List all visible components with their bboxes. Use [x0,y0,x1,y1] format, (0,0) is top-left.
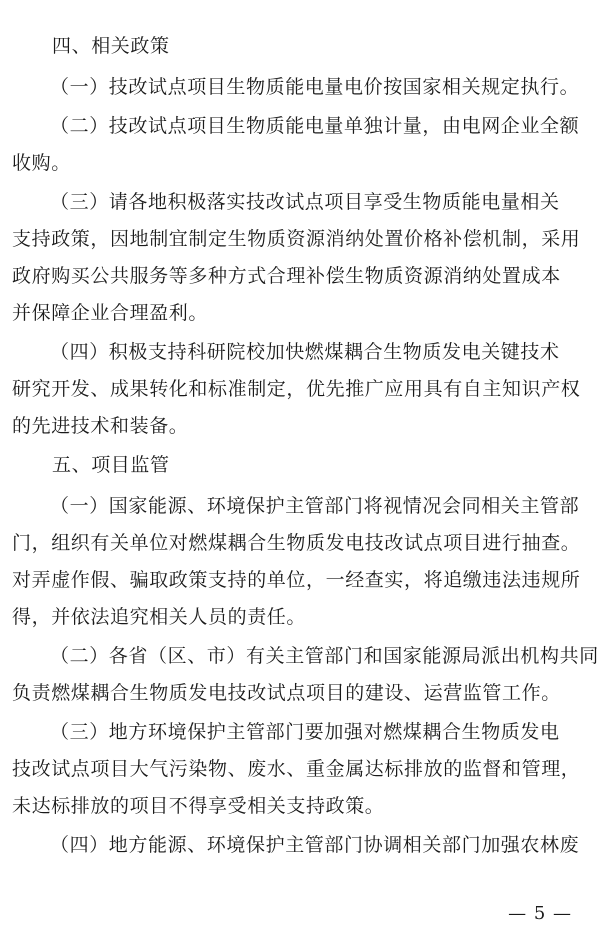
page-number: — 5 — [508,903,572,924]
paragraph-line: （四）积极支持科研院校加快燃煤耦合生物质发电关键技术 [50,341,560,363]
policy-item-3 [12,190,580,326]
paragraph-line: 研究开发、成果转化和标准制定，优先推广应用具有自主知识产权 [12,378,581,400]
supervision-item-3 [12,720,580,819]
policy-item-2 [12,114,580,176]
supervision-item-1 [12,494,580,630]
paragraph-line: 门，组织有关单位对燃煤耦合生物质发电技改试点项目进行抽查。 [12,532,581,554]
paragraph-line: 得，并依法追究相关人员的责任。 [12,606,307,628]
paragraph-line: 支持政策，因地制宜制定生物质资源消纳处置价格补偿机制，采用 [12,228,581,250]
paragraph-line: （二）各省（区、市）有关主管部门和国家能源局派出机构共同 [50,645,599,667]
section-heading-policies: 四、相关政策 [52,35,170,57]
paragraph-line: 政府购买公共服务等多种方式合理补偿生物质资源消纳处置成本 [12,265,561,287]
supervision-item-4 [12,833,580,858]
supervision-item-2 [12,644,599,706]
paragraph-line: 收购。 [12,152,71,174]
paragraph-line: （一）技改试点项目生物质能电量电价按国家相关规定执行。 [50,76,580,98]
paragraph-line: （四）地方能源、环境保护主管部门协调相关部门加强农林废 [50,834,580,856]
paragraph-line: 技改试点项目大气污染物、废水、重金属达标排放的监督和管理， [12,758,581,780]
paragraph-line: 负责燃煤耦合生物质发电技改试点项目的建设、运营监管工作。 [12,682,561,704]
section-heading-supervision: 五、项目监管 [52,454,170,476]
paragraph-line: 对弄虚作假、骗取政策支持的单位，一经查实，将追缴违法违规所 [12,569,581,591]
paragraph-line: （三）地方环境保护主管部门要加强对燃煤耦合生物质发电 [50,721,560,743]
paragraph-line: （二）技改试点项目生物质能电量单独计量，由电网企业全额 [50,115,580,137]
paragraph-line: （一）国家能源、环境保护主管部门将视情况会同相关主管部 [50,495,580,517]
paragraph-line: 未达标排放的项目不得享受相关支持政策。 [12,795,385,817]
paragraph-line: （三）请各地积极落实技改试点项目享受生物质能电量相关 [50,191,560,213]
policy-item-4 [12,340,580,439]
paragraph-line: 并保障企业合理盈利。 [12,302,209,324]
policy-item-1 [12,75,580,100]
paragraph-line: 的先进技术和装备。 [12,415,189,437]
